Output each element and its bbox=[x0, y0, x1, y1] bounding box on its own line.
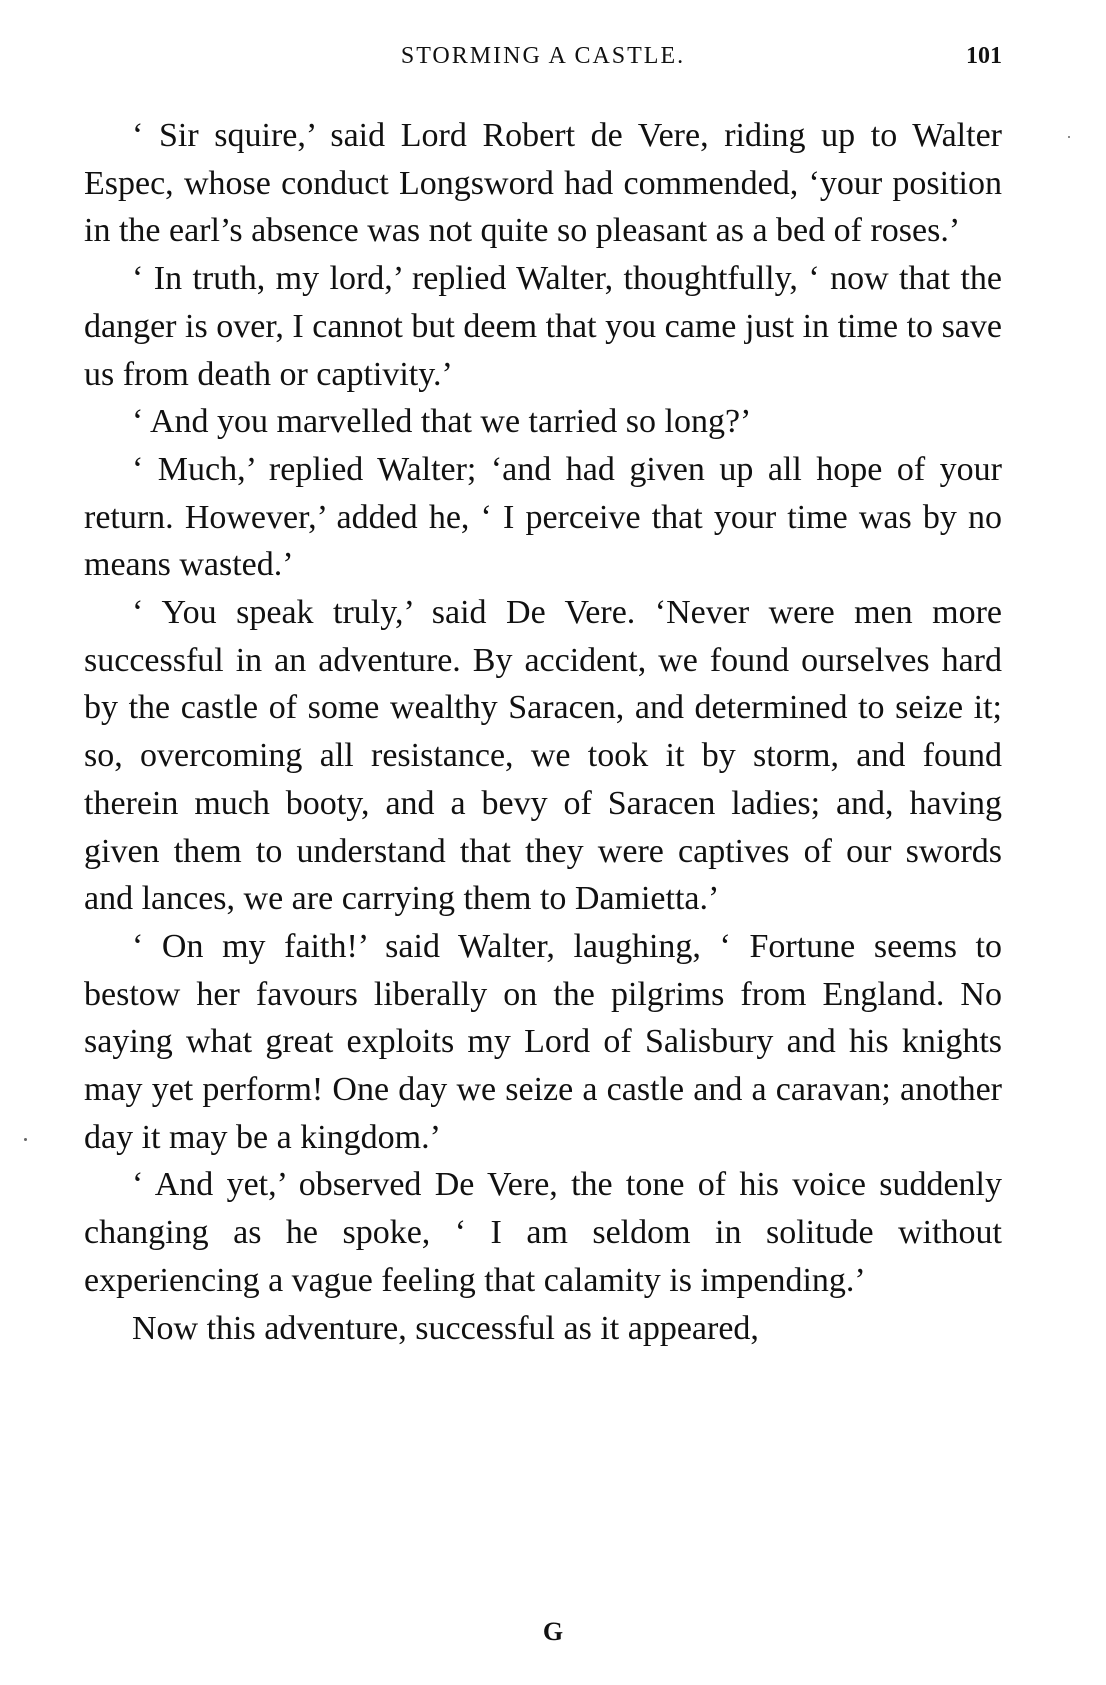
paragraph: ‘ On my faith!’ said Walter, laughing, ‘ Fortune seems to bestow her favours liberally on the pilgrims from England. No saying what great exploits my Lord of Salisbury and his knights may yet perform! One day we seize a castle and a caravan; another day it may be a kingdom.’ bbox=[84, 927, 1002, 1156]
paragraph: ‘ Much,’ replied Walter; ‘and had given up all hope of your return. However,’ added he, ‘ I perceive that your time was by no means wasted.’ bbox=[84, 450, 1002, 584]
running-title: STORMING A CASTLE. bbox=[400, 43, 686, 69]
page-number: 101 bbox=[966, 43, 1002, 69]
signature-mark: G bbox=[542, 1617, 564, 1646]
paragraph: ‘ And you marvelled that we tarried so long?’ bbox=[132, 403, 752, 441]
print-speck bbox=[1068, 136, 1070, 138]
body-text bbox=[84, 112, 1002, 1352]
paragraph: ‘ Sir squire,’ said Lord Robert de Vere, riding up to Walter Espec, whose conduct Longsword had commended, ‘your position in the earl’s absence was not quite so pleasant as a bed of roses.’ bbox=[84, 117, 1002, 250]
print-speck bbox=[24, 1138, 27, 1141]
paragraph: Now this adventure, successful as it appeared, bbox=[132, 1309, 759, 1347]
paragraph: ‘ And yet,’ observed De Vere, the tone of his voice suddenly changing as he spoke, ‘ I am seldom in solitude without experiencing a vague feeling that calamity is impending.’ bbox=[84, 1166, 1002, 1299]
paragraph: ‘ You speak truly,’ said De Vere. ‘Never were men more successful in an adventure. By accident, we found ourselves hard by the castle of some wealthy Saracen, and determined to seize it; so, overcoming all resistance, we took it by storm, and found therein much booty, and a bevy of Saracen ladies; and, having given them to understand that they were captives of our swords and lances, we are carrying them to Damietta.’ bbox=[84, 594, 1002, 918]
paragraph: ‘ In truth, my lord,’ replied Walter, thoughtfully, ‘ now that the danger is over, I cannot but deem that you came just in time to save us from death or captivity.’ bbox=[84, 260, 1002, 393]
running-head bbox=[84, 36, 1002, 76]
